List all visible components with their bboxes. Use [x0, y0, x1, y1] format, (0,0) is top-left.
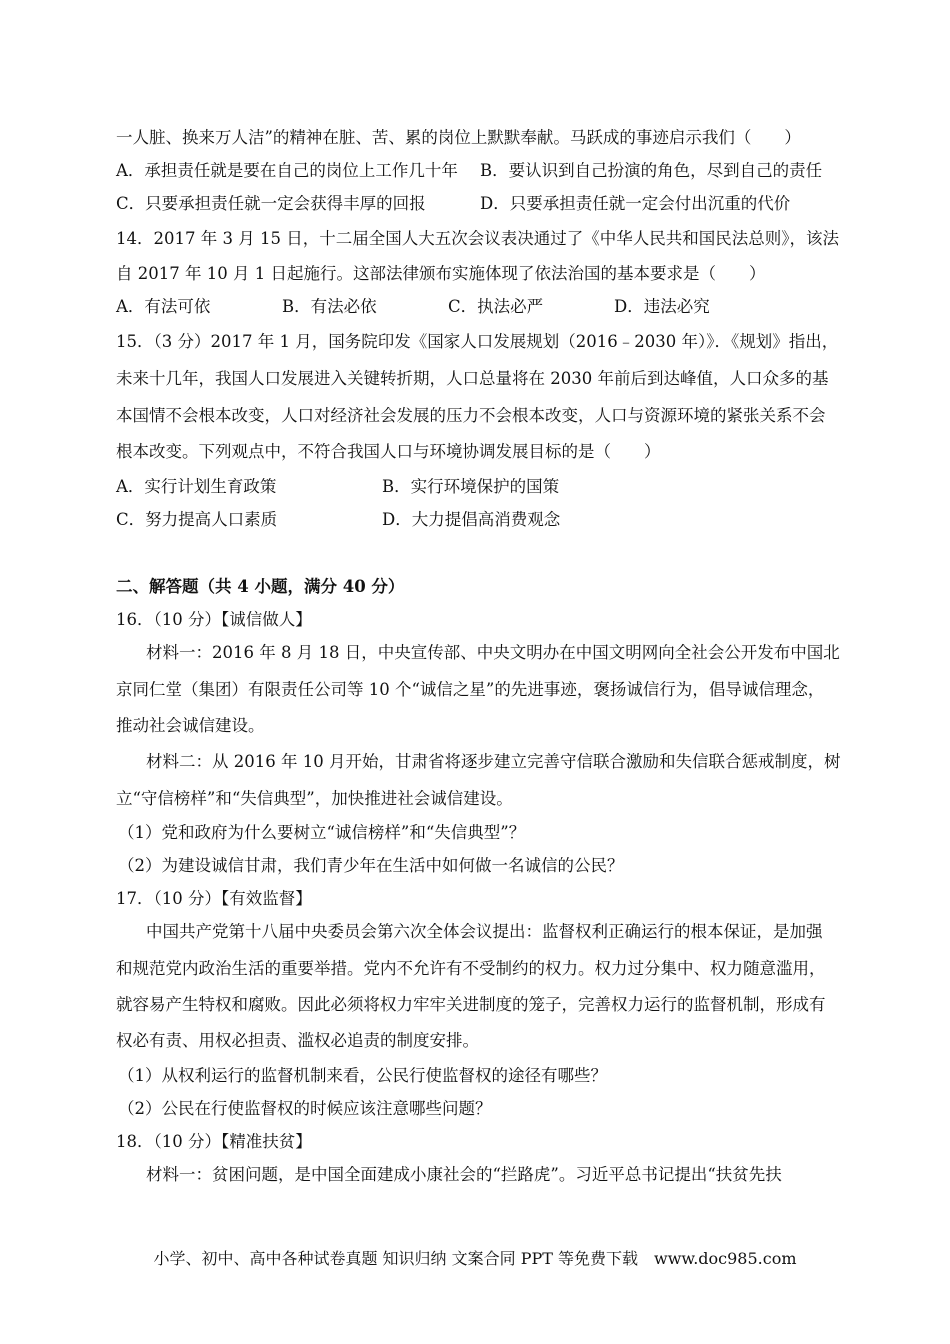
q17-body-line-2: 和规范党内政治生活的重要举措。党内不允许有不受制约的权力。权力过分集中、权力随意滥用，	[116, 959, 826, 978]
q16-material1-line-2: 京同仁堂（集团）有限责任公司等 10 个“诚信之星”的先进事迹，褒扬诚信行为，倡导诚信理念，	[116, 680, 825, 699]
q13-option-d: D．只要承担责任就一定会付出沉重的代价	[480, 194, 791, 213]
q18-material1-line-1: 材料一：贫困问题，是中国全面建成小康社会的“拦路虎”。习近平总书记提出“扶贫先扶	[146, 1165, 782, 1184]
q15-line-4: 根本改变。下列观点中，不符合我国人口与环境协调发展目标的是（ ）	[116, 442, 661, 461]
q16-material2-line-1: 材料二：从 2016 年 10 月开始，甘肃省将逐步建立完善守信联合激励和失信联合惩戒制度，树	[146, 752, 841, 771]
q14-option-d: D．违法必究	[614, 297, 710, 316]
q15-option-d: D．大力提倡高消费观念	[382, 510, 561, 529]
q17-body-line-4: 权必有责、用权必担责、滥权必追责的制度安排。	[116, 1031, 479, 1050]
page-footer: 小学、初中、高中各种试卷真题 知识归纳 文案合同 PPT 等免费下载 www.doc985.com	[153, 1249, 797, 1268]
q14-line-2: 自 2017 年 10 月 1 日起施行。这部法律颁布实施体现了依法治国的基本要求是（ ）	[116, 264, 766, 283]
section-heading: 二、解答题（共 4 小题，满分 40 分）	[116, 577, 405, 596]
q17-title: 17．（10 分）【有效监督】	[116, 889, 312, 908]
q15-option-c: C．努力提高人口素质	[116, 510, 278, 529]
q17-question-1: （1）从权利运行的监督机制来看，公民行使监督权的途径有哪些？	[118, 1066, 607, 1085]
q13-option-b: B．要认识到自己扮演的角色，尽到自己的责任	[480, 161, 823, 180]
q16-material1-line-3: 推动社会诚信建设。	[116, 716, 265, 735]
q15-option-b: B．实行环境保护的国策	[382, 477, 560, 496]
q14-option-b: B．有法必依	[282, 297, 377, 316]
q14-option-c: C．执法必严	[448, 297, 544, 316]
q18-title: 18．（10 分）【精准扶贫】	[116, 1132, 312, 1151]
q13-tail: 一人脏、换来万人洁”的精神在脏、苦、累的岗位上默默奉献。马跃成的事迹启示我们（ ）	[116, 128, 801, 147]
q16-material1-line-1: 材料一：2016 年 8 月 18 日，中央宣传部、中央文明办在中国文明网向全社会公开发布中国北	[146, 643, 840, 662]
q14-option-a: A．有法可依	[116, 297, 211, 316]
q15-line-1: 15．（3 分）2017 年 1 月，国务院印发《国家人口发展规划（2016﹣2030 年）》．《规划》指出，	[116, 332, 839, 351]
q14-line-1: 14．2017 年 3 月 15 日，十二届全国人大五次会议表决通过了《中华人民共和国民法总则》，该法	[116, 229, 839, 248]
q15-line-3: 本国情不会根本改变，人口对经济社会发展的压力不会根本改变，人口与资源环境的紧张关系不会	[116, 406, 826, 425]
q16-title: 16．（10 分）【诚信做人】	[116, 610, 312, 629]
q17-body-line-3: 就容易产生特权和腐败。因此必须将权力牢牢关进制度的笼子，完善权力运行的监督机制，形成有	[116, 995, 826, 1014]
q13-option-c: C．只要承担责任就一定会获得丰厚的回报	[116, 194, 426, 213]
q16-question-1: （1）党和政府为什么要树立“诚信榜样”和“失信典型”？	[118, 823, 526, 842]
q16-material2-line-2: 立“守信榜样”和“失信典型”，加快推进社会诚信建设。	[116, 789, 513, 808]
q16-question-2: （2）为建设诚信甘肃，我们青少年在生活中如何做一名诚信的公民？	[118, 856, 624, 875]
q13-option-a: A．承担责任就是要在自己的岗位上工作几十年	[116, 161, 458, 180]
q17-question-2: （2）公民在行使监督权的时候应该注意哪些问题？	[118, 1099, 492, 1118]
q15-option-a: A．实行计划生育政策	[116, 477, 277, 496]
q15-line-2: 未来十几年，我国人口发展进入关键转折期，人口总量将在 2030 年前后到达峰值，人口众多的基	[116, 369, 829, 388]
q17-body-line-1: 中国共产党第十八届中央委员会第六次全体会议提出：监督权利正确运行的根本保证，是加强	[146, 922, 823, 941]
